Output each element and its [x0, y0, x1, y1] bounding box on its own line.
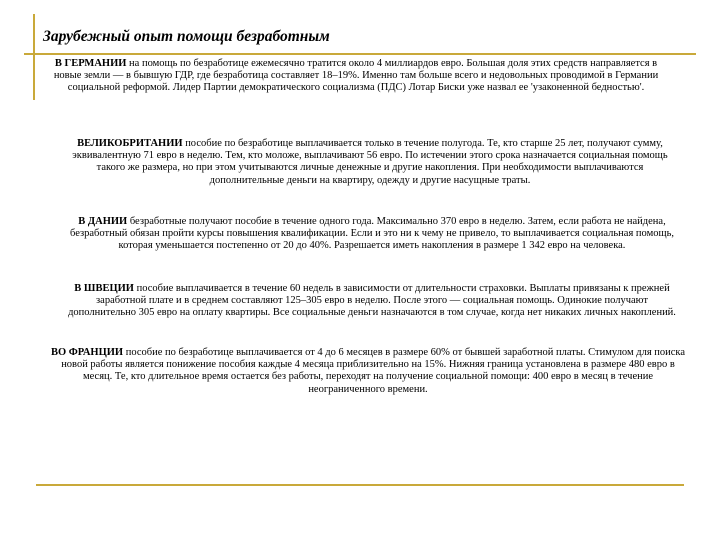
paragraph-text: на помощь по безработице ежемесячно тратится около 4 миллиардов евро. Большая доля этих средств направляется в новые земли — в бывшую ГДР, где безработица составляет 18–19%. Именно там больше всего и недовольных проводимой в Германии социальной реформой. Лидер Партии демократического социализма (ПДС) Лотар Биски уже назвал ее 'узаконенной бедностью'. [53, 58, 659, 94]
country-label: В ШВЕЦИИ [74, 283, 134, 294]
bottom-divider [36, 484, 684, 486]
paragraph-text: пособие по безработице выплачивается только в течение полугода. Те, кто старше 25 лет, получают сумму, эквивалентную 71 евро в неделю. Тем, кто моложе, выплачивают 56 евро. По истечении этого срока назначается социальная помощь такого же размера, но при этом учитываются личные денежные и другие накопления. При необходимости выплачиваются дополнительные деньги на квартиру, одежду и другие насущные траты. [72, 138, 668, 186]
paragraph-text: пособие по безработице выплачивается от 4 до 6 месяцев в размере 60% от бывшей заработной платы. Стимулом для поиска новой работы является понижение пособия каждые 4 месяца приблизительно на 15%. Нижняя граница установлена в размере 480 евро в месяц. Те, кто длительное время остается без работы, переходят на получение социальной помощи: 400 евро в месяц в течение неограниченного времени. [61, 347, 686, 395]
paragraph-france [50, 347, 686, 396]
country-label: В ДАНИИ [78, 216, 128, 227]
paragraph-sweden [66, 283, 678, 320]
title-underline [24, 53, 696, 55]
country-label: ВЕЛИКОБРИТАНИИ [77, 138, 183, 149]
paragraph-uk [60, 138, 680, 187]
slide-title: Зарубежный опыт помощи безработным [43, 28, 330, 45]
paragraph-germany [40, 58, 672, 95]
paragraph-text: пособие выплачивается в течение 60 недель в зависимости от длительности страховки. Выплаты привязаны к прежней заработной плате и в среднем составляют 125–305 евро в неделю. После этого — социальная помощь. Одинокие получают дополнительно 305 евро на оплату квартиры. Все социальные деньги назначаются в том случае, когда нет никаких личных накоплений. [68, 283, 676, 319]
country-label: ВО ФРАНЦИИ [50, 347, 124, 358]
country-label: В ГЕРМАНИИ [54, 58, 127, 69]
paragraph-denmark [56, 216, 688, 253]
decorative-vertical-line [33, 14, 35, 100]
paragraph-text: безработные получают пособие в течение одного года. Максимально 370 евро в неделю. Затем, если работа не найдена, безработный обязан пройти курсы повышения квалификации. Если и это ни к чему не привело, то выплачивается социальная помощь, которая уменьшается постепенно от 20 до 40%. Разрешается иметь накопления в размере 1 342 евро на человека. [70, 216, 674, 252]
